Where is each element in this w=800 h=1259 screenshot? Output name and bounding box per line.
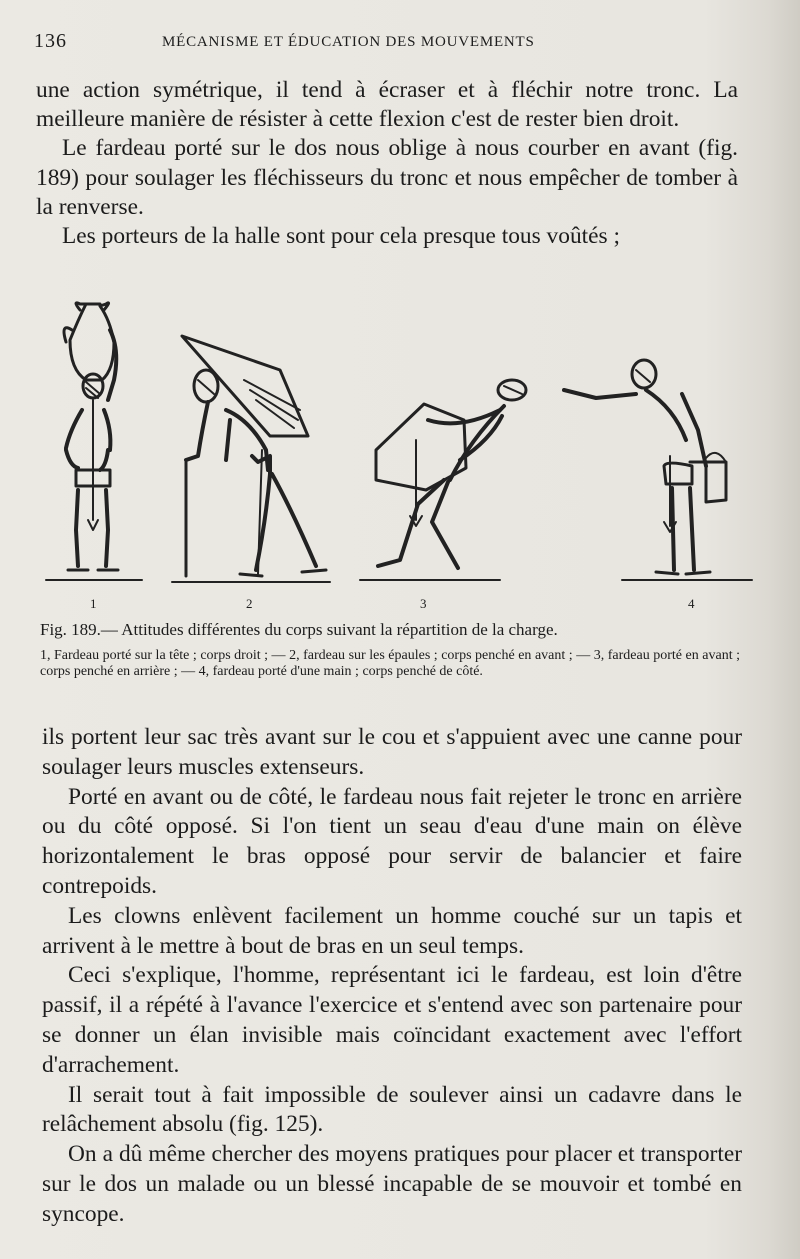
figure-label-4: 4 <box>688 596 695 611</box>
paragraph: Ceci s'explique, l'homme, représentant ici le fardeau, est loin d'être passif, il a répété à l'avance l'exercice et s'entend avec son partenaire pour se donner un élan invisible mais coïncidant exactement avec l'effort d'arrachement. <box>42 962 742 1078</box>
paragraph: Les porteurs de la halle sont pour cela presque tous voûtés ; <box>62 223 620 250</box>
figure-2-load-on-shoulders <box>172 336 330 582</box>
figure-1-load-on-head <box>46 303 142 580</box>
paragraph: Il serait tout à fait impossible de soulever ainsi un cadavre dans le relâchement absolu (fig. 125). <box>42 1081 742 1138</box>
running-header <box>34 30 738 56</box>
figure-4-load-in-one-hand <box>564 360 752 580</box>
figure-189-illustration <box>30 290 760 620</box>
paragraph: ils portent leur sac très avant sur le cou et s'appuient avec une canne pour soulager leurs muscles extenseurs. <box>42 724 742 780</box>
figure-caption: Fig. 189.— Attitudes différentes du corps suivant la répartition de la charge. <box>40 620 558 639</box>
figure-3-load-in-front <box>360 380 526 580</box>
posture-drawings <box>30 290 760 590</box>
running-title: MÉCANISME ET ÉDUCATION DES MOUVEMENTS <box>162 34 535 50</box>
figure-label-3: 3 <box>420 596 427 611</box>
paragraph: Porté en avant ou de côté, le fardeau nous fait rejeter le tronc en arrière ou du côté opposé. Si l'on tient un seau d'eau d'une main on élève horizontalement le bras opposé pour servir de balancier et faire contrepoids. <box>42 783 742 899</box>
figure-legend: 1, Fardeau porté sur la tête ; corps droit ; — 2, fardeau sur les épaules ; corps penché en avant ; — 3, fardeau porté en avant ; corps penché en arrière ; — 4, fardeau porté d'une main ; corps penché de côté. <box>40 648 740 679</box>
figure-label-1: 1 <box>90 596 97 611</box>
paragraph: une action symétrique, il tend à écraser et à fléchir notre tronc. La meilleure manière de résister à cette flexion c'est de rester bien droit. <box>36 77 738 133</box>
body-text-top <box>36 76 738 251</box>
paragraph: Les clowns enlèvent facilement un homme couché sur un tapis et arrivent à le mettre à bout de bras en un seul temps. <box>42 902 742 959</box>
body-text-bottom <box>42 723 742 1230</box>
page-number: 136 <box>34 30 67 52</box>
figure-label-2: 2 <box>246 596 253 611</box>
paragraph: Le fardeau porté sur le dos nous oblige à nous courber en avant (fig. 189) pour soulager les fléchisseurs du tronc et nous empêcher de tomber à la renverse. <box>36 135 738 220</box>
paragraph: On a dû même chercher des moyens pratiques pour placer et transporter sur le dos un malade ou un blessé incapable de se mouvoir et tombé en syncope. <box>42 1141 742 1227</box>
